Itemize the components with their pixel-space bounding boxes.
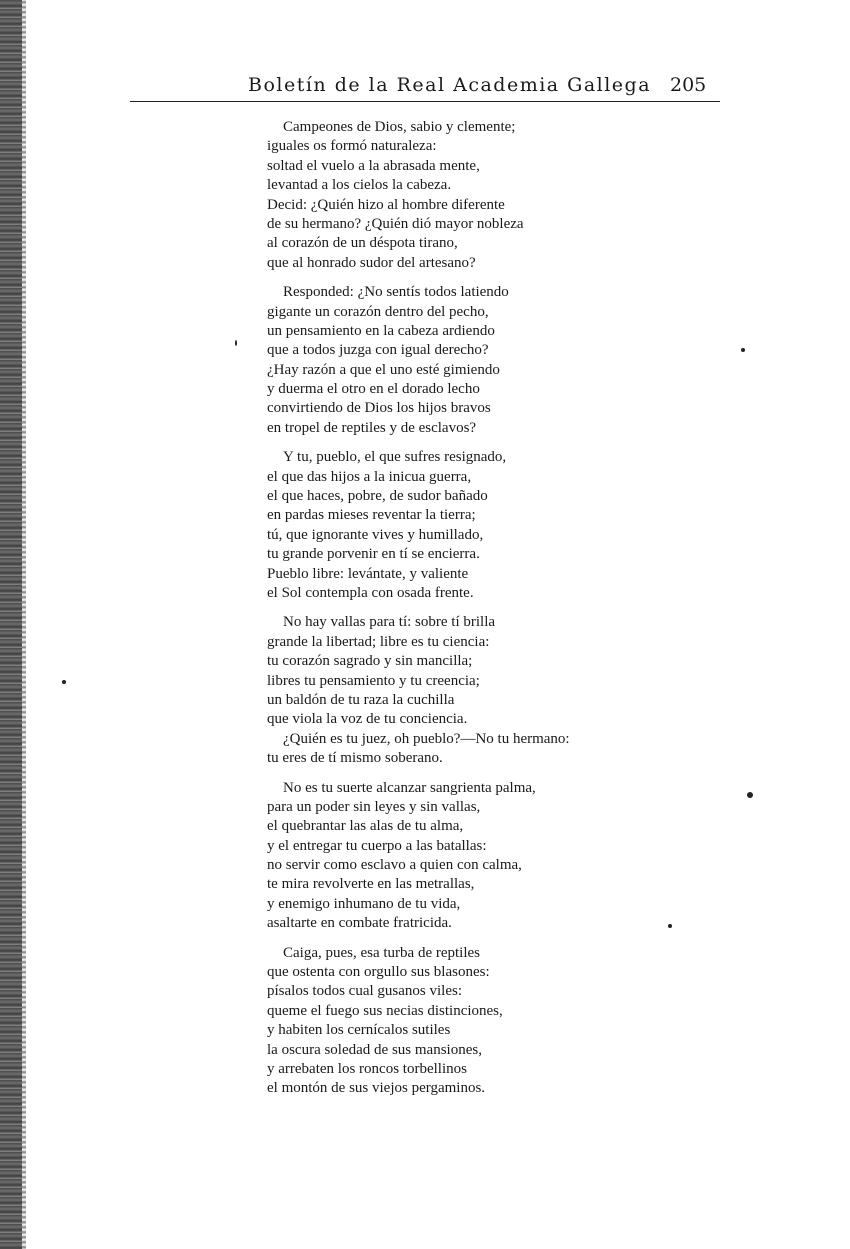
poem-line: No hay vallas para tí: sobre tí brilla bbox=[283, 614, 496, 631]
poem-line: Pueblo libre: levántate, y valiente bbox=[267, 565, 469, 582]
poem-line: ¿Quién es tu juez, oh pueblo?—No tu hermano: bbox=[283, 730, 570, 747]
poem-line: en pardas mieses reventar la tierra; bbox=[267, 507, 476, 524]
scan-speck bbox=[62, 680, 66, 684]
stanza-5 bbox=[267, 779, 647, 934]
poem-line: para un poder sin leyes y sin vallas, bbox=[267, 798, 481, 815]
poem-line: que a todos juzga con igual derecho? bbox=[267, 342, 489, 359]
poem-line: un pensamiento en la cabeza ardiendo bbox=[267, 322, 495, 339]
poem-line: convirtiendo de Dios los hijos bravos bbox=[267, 400, 491, 417]
scan-speck bbox=[741, 348, 745, 352]
scan-speck bbox=[235, 340, 237, 346]
page-header bbox=[130, 70, 720, 104]
stanza-1 bbox=[267, 118, 647, 273]
book-binding-edge bbox=[0, 0, 22, 1249]
poem-line: tu grande porvenir en tí se encierra. bbox=[267, 546, 480, 563]
scan-speck bbox=[668, 924, 672, 928]
poem-line: te mira revolverte en las metrallas, bbox=[267, 876, 475, 893]
poem-line: tú, que ignorante vives y humillado, bbox=[267, 526, 484, 543]
poem-line: el quebrantar las alas de tu alma, bbox=[267, 818, 464, 835]
poem-line: que ostenta con orgullo sus blasones: bbox=[267, 964, 490, 981]
stanza-4 bbox=[267, 613, 647, 768]
poem-line: al corazón de un déspota tirano, bbox=[267, 235, 458, 252]
poem-line: que al honrado sudor del artesano? bbox=[267, 254, 476, 271]
stanza-6 bbox=[267, 944, 647, 1099]
poem-line: y arrebaten los roncos torbellinos bbox=[267, 1060, 467, 1077]
poem-line: libres tu pensamiento y tu creencia; bbox=[267, 672, 480, 689]
poem-line: levantad a los cielos la cabeza. bbox=[267, 177, 452, 194]
stanza-2 bbox=[267, 283, 647, 438]
poem-line: asaltarte en combate fratricida. bbox=[267, 915, 452, 932]
poem-line: Y tu, pueblo, el que sufres resignado, bbox=[283, 449, 507, 466]
poem-line: el que das hijos a la inicua guerra, bbox=[267, 468, 472, 485]
scan-speck bbox=[747, 792, 753, 798]
poem-line: tu eres de tí mismo soberano. bbox=[267, 750, 443, 767]
poem-line: y enemigo inhumano de tu vida, bbox=[267, 895, 461, 912]
poem-line: Responded: ¿No sentís todos latiendo bbox=[283, 284, 509, 301]
poem-line: soltad el vuelo a la abrasada mente, bbox=[267, 157, 480, 174]
poem-line: y habiten los cernícalos sutiles bbox=[267, 1022, 451, 1039]
poem-line: tu corazón sagrado y sin mancilla; bbox=[267, 653, 473, 670]
poem-line: Campeones de Dios, sabio y clemente; bbox=[283, 119, 516, 135]
poem-line: que viola la voz de tu conciencia. bbox=[267, 711, 468, 728]
running-title: Boletín de la Real Academia Gallega bbox=[248, 74, 652, 96]
poem-line: gigante un corazón dentro del pecho, bbox=[267, 303, 489, 320]
poem-line: de su hermano? ¿Quién dió mayor nobleza bbox=[267, 215, 524, 232]
poem-line: el Sol contempla con osada frente. bbox=[267, 584, 474, 601]
poem-line: iguales os formó naturaleza: bbox=[267, 138, 437, 155]
poem-line: no servir como esclavo a quien con calma, bbox=[267, 857, 522, 874]
poem-line: un baldón de tu raza la cuchilla bbox=[267, 691, 455, 708]
poem-line: en tropel de reptiles y de esclavos? bbox=[267, 419, 477, 436]
poem-line: Caiga, pues, esa turba de reptiles bbox=[283, 944, 481, 961]
poem-body bbox=[267, 118, 647, 1109]
poem-line: písalos todos cual gusanos viles: bbox=[267, 983, 462, 1000]
poem-line: y duerma el otro en el dorado lecho bbox=[267, 381, 480, 398]
poem-line: Decid: ¿Quién hizo al hombre diferente bbox=[267, 196, 505, 213]
stanza-3 bbox=[267, 448, 647, 603]
poem-line: No es tu suerte alcanzar sangrienta palma, bbox=[283, 779, 536, 796]
poem-line: y el entregar tu cuerpo a las batallas: bbox=[267, 837, 487, 854]
page-number: 205 bbox=[670, 74, 707, 96]
poem-line: ¿Hay razón a que el uno esté gimiendo bbox=[267, 361, 500, 378]
poem-line: grande la libertad; libre es tu ciencia: bbox=[267, 633, 490, 650]
poem-line: la oscura soledad de sus mansiones, bbox=[267, 1041, 482, 1058]
poem-line: el montón de sus viejos pergaminos. bbox=[267, 1080, 486, 1097]
header-rule bbox=[130, 101, 720, 102]
poem-line: el que haces, pobre, de sudor bañado bbox=[267, 488, 488, 505]
poem-line: queme el fuego sus necias distinciones, bbox=[267, 1002, 503, 1019]
